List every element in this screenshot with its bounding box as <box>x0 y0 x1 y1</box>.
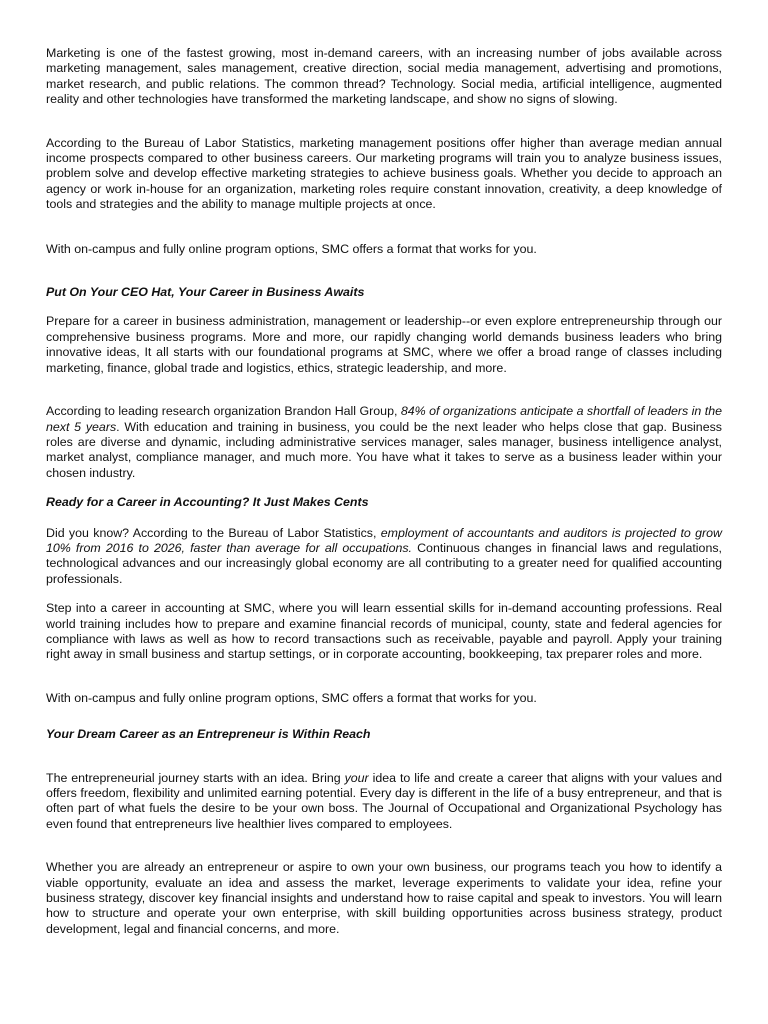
document-page <box>46 46 722 937</box>
heading-business-career: Put On Your CEO Hat, Your Career in Business Awaits <box>46 285 365 300</box>
paragraph-marketing-bls: According to the Bureau of Labor Statistics, marketing management positions offer higher than average median annual income prospects compared to other business careers. Our marketing programs will train you to analyze business issues, problem solve and develop effective marketing strategies to achieve business goals. Whether you decide to approach an agency or work in-house for an organization, marketing roles require constant innovation, creativity, a deep knowledge of tools and strategies and the ability to manage multiple projects at once. <box>46 135 722 212</box>
heading-entrepreneur-career: Your Dream Career as an Entrepreneur is Within Reach <box>46 727 371 742</box>
text-segment: Did you know? According to the Bureau of Labor Statistics, <box>46 525 381 540</box>
text-segment: According to leading research organization Brandon Hall Group, <box>46 404 401 419</box>
paragraph-program-options: With on-campus and fully online program options, SMC offers a format that works for you. <box>46 241 537 256</box>
emphasis-text: 84% of organizations anticipate a shortfall of leaders in the next 5 years <box>46 404 722 434</box>
heading-accounting-career: Ready for a Career in Accounting? It Just Makes Cents <box>46 495 369 510</box>
paragraph-accounting-training: Step into a career in accounting at SMC, where you will learn essential skills for in-demand accounting professions. Real world training includes how to prepare and examine financial records of municipal, county, state and federal agencies for compliance with laws as well as how to record transactions such as receivable, payable and payroll. Apply your training right away in small business and startup settings, or in corporate accounting, bookkeeping, tax preparer roles and more. <box>46 601 722 662</box>
paragraph-marketing-intro: Marketing is one of the fastest growing, most in-demand careers, with an increasing number of jobs available across marketing management, sales management, creative direction, social media management, advertising and promotions, market research, and public relations. The common thread? Technology. Social media, artificial intelligence, augmented reality and other technologies have transformed the marketing landscape, and show no signs of slowing. <box>46 46 722 107</box>
paragraph-accounting-bls <box>46 526 722 588</box>
emphasis-text: employment of accountants and auditors is projected to grow 10% from 2016 to 2026, faster than average for all occupations. <box>46 525 722 555</box>
text-segment: Continuous changes in financial laws and regulations, technological advances and our increasingly global economy are all contributing to a greater need for qualified accounting professionals. <box>46 540 722 586</box>
paragraph-business-programs: Prepare for a career in business administration, management or leadership--or even explore entrepreneurship through our comprehensive business programs. More and more, our rapidly changing world demands business leaders who bring innovative ideas, It all starts with our foundational programs at SMC, where we offer a broad range of classes including marketing, finance, global trade and logistics, ethics, strategic leadership, and more. <box>46 314 722 375</box>
paragraph-business-leaders <box>46 404 722 481</box>
text-segment: . With education and training in business, you could be the next leader who helps close that gap. Business roles are diverse and dynamic, including administrative services manager, sales manager, business intelligence analyst, market analyst, compliance manager, and much more. You have what it takes to serve as a business leader within your chosen industry. <box>46 419 722 480</box>
text-segment: The entrepreneurial journey starts with an idea. Bring <box>46 770 345 785</box>
emphasis-text: your <box>344 770 369 785</box>
paragraph-program-options-2: With on-campus and fully online program options, SMC offers a format that works for you. <box>46 690 537 705</box>
paragraph-entrepreneur-programs: Whether you are already an entrepreneur or aspire to own your own business, our programs teach you how to identify a viable opportunity, evaluate an idea and assess the market, leverage experiments to validate your idea, refine your business strategy, discover key financial insights and understand how to raise capital and speak to investors. You will learn how to structure and operate your own enterprise, with skill building opportunities across business strategy, product development, legal and financial concerns, and more. <box>46 860 722 936</box>
text-segment: idea to life and create a career that aligns with your values and offers freedom, flexibility and unlimited earning potential. Every day is different in the life of a busy entrepreneur, and that is often part of what fuels the desire to be your own boss. The Journal of Occupational and Organizational Psychology has even found that entrepreneurs live healthier lives compared to employees. <box>46 770 722 831</box>
paragraph-entrepreneur-journey <box>46 771 722 833</box>
